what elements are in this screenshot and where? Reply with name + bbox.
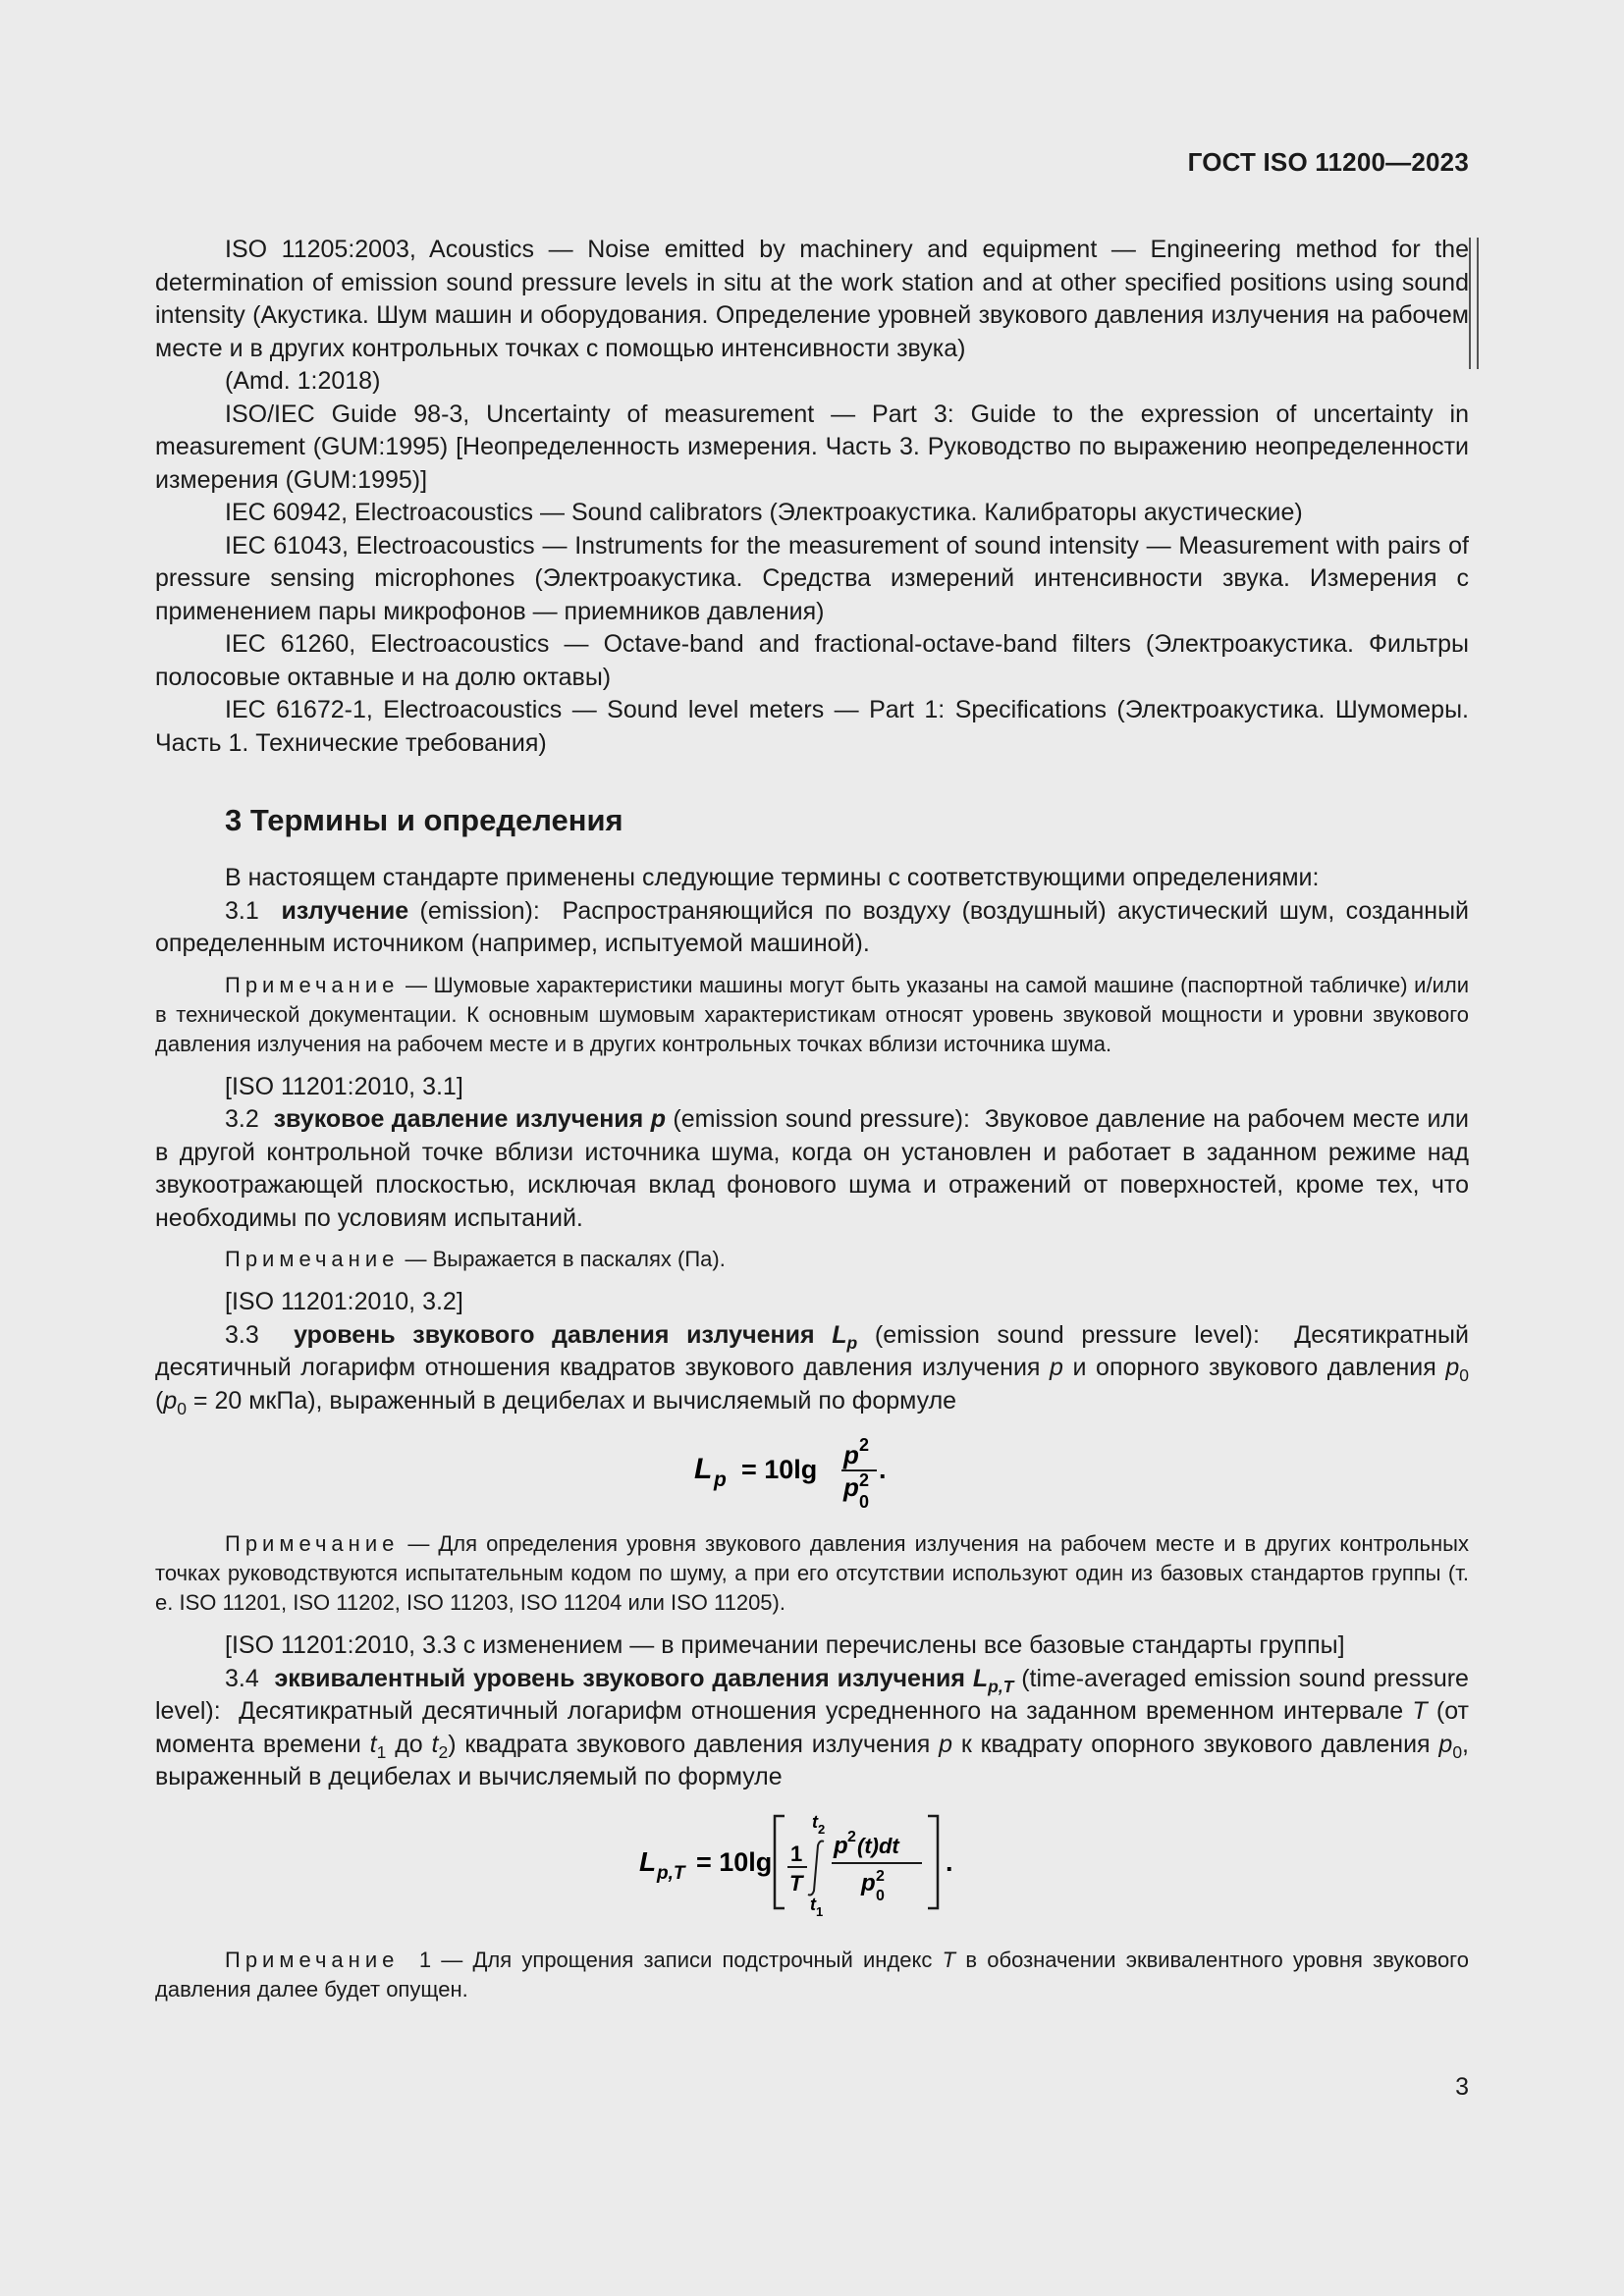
symbol-p0: p: [1445, 1354, 1460, 1381]
formula-lpt-svg: [635, 1804, 989, 1922]
note-text: — Шумовые характеристики машины могут быть указаны на самой машине (паспортной табличке) и/или в технической документации. К основным шумовым характеристикам относят уровень звуковой мощности и уровни звукового давления излучения на рабочем месте и в других контрольных точках вблизи источника шума.: [155, 972, 1469, 1056]
term-3-4: [155, 1663, 1469, 1794]
formula-lhs: L: [639, 1845, 657, 1877]
formula-denominator-sup: 2: [859, 1470, 870, 1490]
formula-one: 1: [790, 1841, 803, 1866]
definition-part: = 20 мкПа), выраженный в децибелах и вычисляемый по формуле: [192, 1386, 957, 1415]
reference-item: ISO/IEC Guide 98-3, Uncertainty of measurement — Part 3: Guide to the expression of uncertainty in measurement (GUM:1995) [Неопределенность измерения. Часть 3. Руководство по выражению неопределенности измерения (GUM:1995)]: [155, 400, 1469, 494]
formula-lp: [155, 1427, 1469, 1516]
right-bracket: [928, 1816, 938, 1908]
reference-iso-11205: [155, 234, 1469, 365]
definition-part: и опорного звукового давления: [1072, 1354, 1436, 1381]
reference-item: IEC 61260, Electroacoustics — Octave-band and fractional-octave-band filters (Электроакустика. Фильтры полосовые октавные и на долю октавы): [155, 630, 1469, 691]
term-number: 3.1: [225, 896, 259, 925]
subscript: 0: [1452, 1741, 1463, 1762]
subscript: 0: [177, 1398, 187, 1418]
term-3-2: [155, 1103, 1469, 1235]
definition-part: к квадрату опорного звукового давления: [960, 1730, 1431, 1758]
change-bar: [1469, 238, 1479, 369]
integral-lower: t: [810, 1894, 816, 1914]
definition-part: (от момента времени: [155, 1697, 1470, 1758]
definition-part: (: [155, 1386, 164, 1415]
formula-eq: = 10lg: [741, 1455, 818, 1484]
term-definition: Распространяющийся по воздуху (воздушный) акустический шум, созданный определенным источником (например, испытуемой машиной).: [155, 896, 1470, 957]
source-3-2: [ISO 11201:2010, 3.2]: [225, 1288, 463, 1315]
subscript: 2: [438, 1741, 449, 1762]
definition-part: ) квадрата звукового давления излучения: [448, 1730, 931, 1758]
formula-end: .: [879, 1455, 887, 1484]
page-number: 3: [1455, 2073, 1469, 2101]
formula-lp-svg: [684, 1427, 940, 1516]
term-3-3: [155, 1319, 1469, 1418]
term-symbol: L: [972, 1664, 989, 1692]
formula-lhs: L: [694, 1453, 713, 1485]
formula-numerator: p: [834, 1832, 848, 1859]
symbol-p0: p: [163, 1386, 178, 1415]
symbol-p: p: [939, 1730, 952, 1758]
reference-amendment: (Amd. 1:2018): [225, 367, 381, 395]
note-label: Примечание: [225, 1947, 400, 1972]
formula-T: T: [789, 1870, 803, 1896]
term-3-1: [155, 895, 1469, 961]
term-name: излучение: [281, 896, 409, 925]
term-number: 3.4: [225, 1664, 259, 1692]
note-label: Примечание: [225, 1531, 400, 1556]
subscript: 1: [376, 1741, 387, 1762]
symbol-t2: t: [431, 1730, 439, 1758]
formula-denominator-sup: 2: [876, 1867, 885, 1885]
reference-item: IEC 61043, Electroacoustics — Instruments for the measurement of sound intensity — Measurement with pairs of pressure sensing microphones (Электроакустика. Средства измерений интенсивности звука. Измерения с применением пары микрофонов — приемников давления): [155, 531, 1469, 625]
note-3-3: [155, 1529, 1469, 1618]
definition-part: до: [395, 1730, 423, 1758]
note-text: — Выражается в паскалях (Па).: [405, 1247, 726, 1271]
formula-end: .: [946, 1846, 953, 1877]
term-symbol: L: [832, 1320, 847, 1349]
formula-numerator-sup: 2: [847, 1828, 856, 1845]
formula-numerator: p: [843, 1440, 859, 1469]
note-3-1: [155, 971, 1469, 1059]
term-number: 3.2: [225, 1105, 259, 1133]
term-name: эквивалентный уровень звукового давления излучения: [274, 1664, 965, 1692]
integral-sign: [808, 1841, 824, 1895]
reference-item: IEC 61672-1, Electroacoustics — Sound level meters — Part 1: Specifications (Электроакустика. Шумомеры. Часть 1. Технические требования): [155, 696, 1469, 757]
term-definition: Десятикратный десятичный логарифм отношения квадратов звукового давления излучения: [155, 1320, 1469, 1381]
document-body: [155, 234, 1469, 2016]
formula-lhs-sub: p: [714, 1468, 727, 1491]
formula-eq: = 10lg: [696, 1846, 773, 1877]
formula-numerator-sup: 2: [859, 1435, 870, 1455]
reference-item: IEC 60942, Electroacoustics — Sound calibrators (Электроакустика. Калибраторы акустические): [225, 499, 1303, 526]
term-number: 3.3: [225, 1320, 259, 1349]
term-definition: Звуковое давление на рабочем месте или в другой контрольной точке вблизи источника шума, когда он установлен и работает в заданном режиме над звукоотражающей плоскостью, исключая вклад фонового шума и отражений от поверхностей, кроме тех, что необходимы по условиям испытаний.: [155, 1105, 1470, 1232]
note-text: — Для определения уровня звукового давления излучения на рабочем месте и в других контрольных точках руководствуются испытательным кодом по шуму, а при его отсутствии используют один из базовых стандартов группы (т. е. ISO 11201, ISO 11202, ISO 11203, ISO 11204 или ISO 11205).: [155, 1531, 1469, 1615]
term-name: уровень звукового давления излучения: [294, 1320, 815, 1349]
formula-denominator: p: [843, 1472, 859, 1502]
term-definition: Десятикратный десятичный логарифм отношения усредненного на заданном временном интервале: [239, 1697, 1404, 1725]
formula-lpt: [155, 1804, 1469, 1922]
subscript: 0: [1459, 1365, 1470, 1385]
note-number: 1: [418, 1947, 432, 1972]
term-name: звуковое давление излучения: [273, 1105, 644, 1133]
formula-denominator-sub: 0: [876, 1887, 885, 1904]
integral-lower-sub: 1: [816, 1903, 824, 1919]
note-label: Примечание: [225, 1247, 400, 1271]
term-english: (emission sound pressure level):: [874, 1320, 1260, 1349]
formula-denominator: p: [861, 1869, 876, 1896]
symbol-p: p: [1050, 1354, 1063, 1381]
integral-upper-sub: 2: [818, 1821, 826, 1837]
integral-upper: t: [812, 1811, 818, 1832]
term-english: (emission sound pressure):: [673, 1105, 970, 1133]
term-symbol-sub: p: [846, 1332, 858, 1353]
document-header: ГОСТ ISO 11200—2023: [1187, 147, 1469, 177]
formula-numerator-rest: (t)dt: [857, 1833, 899, 1858]
note-text: в обозначении эквивалентного уровня звукового давления далее будет опущен.: [155, 1947, 1469, 2002]
term-symbol-sub: p,T: [988, 1676, 1014, 1696]
symbol-p0: p: [1438, 1730, 1453, 1758]
symbol-t1: t: [369, 1730, 377, 1758]
source-3-1: [ISO 11201:2010, 3.1]: [225, 1072, 463, 1100]
term-english: (time-averaged emission sound pressure level):: [155, 1664, 1469, 1725]
section-intro: В настоящем стандарте применены следующие термины с соответствующими определениями:: [225, 864, 1320, 891]
definition-part: , выраженный в децибелах и вычисляемый по формуле: [155, 1730, 1469, 1790]
reference-item: ISO 11205:2003, Acoustics — Noise emitted by machinery and equipment — Engineering method for the determination of emission sound pressure levels in situ at the work station and at other specified positions using sound intensity (Акустика. Шум машин и оборудования. Определение уровней звукового давления излучения на рабочем месте и в других контрольных точках с помощью интенсивности звука): [155, 236, 1469, 362]
symbol-T: T: [1412, 1697, 1428, 1725]
left-bracket: [775, 1816, 785, 1908]
formula-denominator-sub: 0: [859, 1492, 870, 1512]
symbol-T: T: [942, 1947, 956, 1972]
source-3-3: [ISO 11201:2010, 3.3 с изменением — в примечании перечислены все базовые стандарты группы]: [225, 1631, 1345, 1659]
note-label: Примечание: [225, 972, 400, 997]
section-title: 3 Термины и определения: [225, 803, 623, 837]
term-english: (emission):: [419, 896, 540, 925]
term-symbol: p: [650, 1105, 666, 1133]
formula-lhs-sub: p,T: [657, 1862, 685, 1884]
note-3-4: [155, 1946, 1469, 2004]
note-text: — Для упрощения записи подстрочный индекс: [441, 1947, 933, 1972]
note-3-2: [155, 1245, 1469, 1274]
